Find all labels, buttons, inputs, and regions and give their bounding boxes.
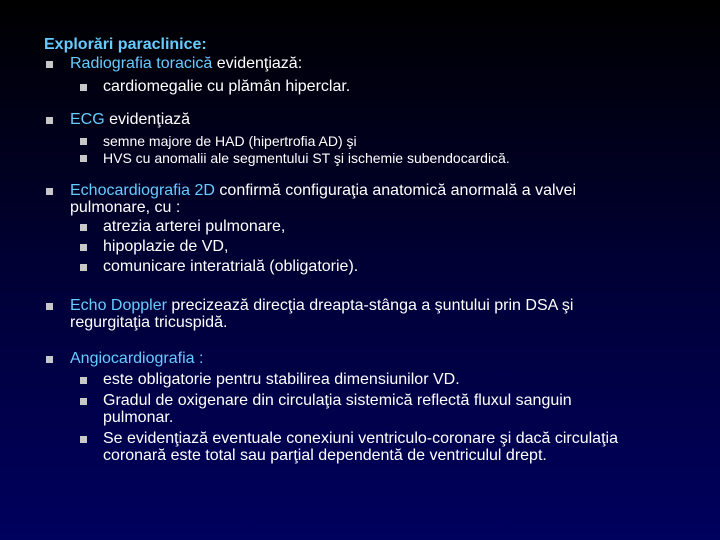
list-item: semne majore de HAD (hipertrofia AD) şi	[44, 133, 510, 149]
bullet-radiografie	[44, 55, 350, 95]
list-item: Se evidenţiază eventuale conexiuni ventriculo-coronare şi dacă circulaţia	[44, 430, 618, 447]
term-echocardiografia: Echocardiografia 2D	[70, 182, 215, 199]
square-bullet-icon	[80, 264, 87, 271]
term-ecg: ECG	[70, 111, 105, 128]
list-item: atrezia arterei pulmonare,	[44, 218, 576, 235]
list-item: este obligatorie pentru stabilirea dimensiunilor VD.	[44, 371, 618, 388]
item-text: evidenţiază	[104, 111, 191, 128]
term-radiografia: Radiografia toracică	[70, 55, 213, 72]
square-bullet-icon	[80, 84, 87, 91]
item-text: precizează direcţia dreapta-stânga a şuntului prin DSA şi	[166, 297, 574, 314]
list-item: comunicare interatrială (obligatorie).	[44, 258, 576, 275]
square-bullet-icon	[80, 224, 87, 231]
item-text: regurgitaţia tricuspidă.	[70, 314, 228, 331]
square-bullet-icon	[80, 138, 87, 145]
square-bullet-icon	[80, 377, 87, 384]
square-bullet-icon	[80, 155, 87, 162]
item-text: confirmă configuraţia anatomică anormală a valvei	[214, 182, 577, 199]
list-item: HVS cu anomalii ale segmentului ST şi ischemie subendocardică.	[44, 150, 510, 166]
square-bullet-icon	[46, 188, 53, 195]
square-bullet-icon	[80, 398, 87, 405]
item-text: evidenţiază:	[212, 55, 303, 72]
square-bullet-icon	[46, 61, 53, 68]
slide-title: Explorări paraclinice:	[44, 36, 207, 53]
list-item: Gradul de oxigenare din circulaţia sistemică reflectă fluxul sanguin	[44, 392, 618, 409]
square-bullet-icon	[80, 436, 87, 443]
bullet-echocardiografie	[44, 182, 576, 275]
bullet-echo-doppler	[44, 297, 573, 331]
square-bullet-icon	[46, 303, 53, 310]
bullet-angiocardiografie: Angiocardiografia : este obligatorie pentru stabilirea dimensiunilor VD. Gradul de oxigenare din circulaţia sistemică reflectă fluxul sanguin pulmonar. Se evidenţiază eventuale conexiuni ventriculo-coronare şi dacă circulaţia coronară este total sau parţial dependentă de ventriculul drept.	[44, 350, 618, 464]
term-angiocardiografia: Angiocardiografia	[70, 350, 195, 367]
term-echo-doppler: Echo Doppler	[70, 297, 167, 314]
list-item: hipoplazie de VD,	[44, 238, 576, 255]
bullet-ecg	[44, 111, 510, 166]
item-text: :	[194, 350, 204, 367]
square-bullet-icon	[46, 117, 53, 124]
item-text: pulmonare, cu :	[70, 199, 181, 216]
list-item: cardiomegalie cu plămân hiperclar.	[44, 78, 350, 95]
square-bullet-icon	[80, 244, 87, 251]
square-bullet-icon	[46, 356, 53, 363]
